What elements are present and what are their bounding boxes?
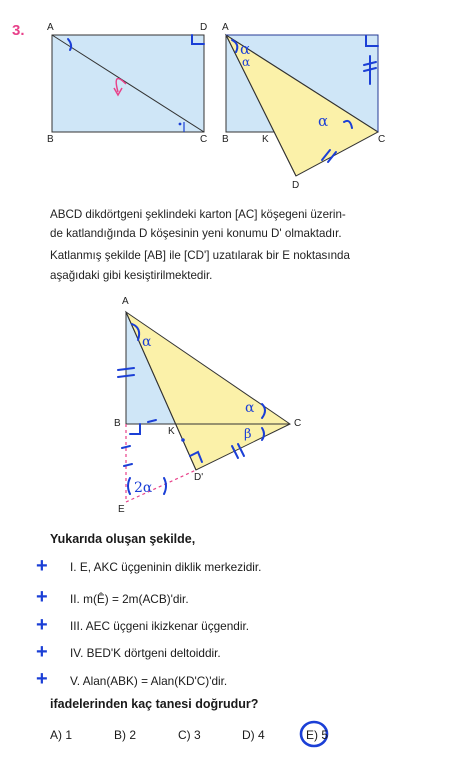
angle-alpha-mark-2: α [242,55,251,69]
double-alpha-mark: 2α [134,480,153,496]
fig1-label-d: D [200,22,208,33]
angle-alpha-mark-1: α [240,40,251,58]
paragraph-line-4: aşağıdaki gibi kesiştirilmektedir. [50,269,213,282]
statement-3-text: AEC üçgeni ikizkenar üçgendir. [85,619,250,633]
angle-alpha-mark-4: α [142,334,152,350]
statement-1 [70,560,261,574]
angle-alpha-mark-5: α [245,400,255,416]
figure-2 [226,35,378,176]
fig2-label-c: C [378,134,386,145]
fig3-label-b: B [114,418,121,429]
check-mark-icon: + [36,641,48,663]
figure-3 [118,312,290,502]
paragraph-line-3: Katlanmış şekilde [AB] ile [CD'] uzatılarak bir E noktasında [50,249,350,262]
fig3-label-a: A [122,296,129,307]
question-number: 3. [12,22,25,39]
figure-1 [52,35,204,132]
paragraph-line-1: ABCD dikdörtgeni şeklindeki karton [AC] köşegeni üzerin- [50,208,346,221]
check-mark-icon: + [36,586,48,608]
option-e[interactable]: E) 5 [306,728,329,742]
statement-4 [70,646,221,660]
statement-4-text: BED'K dörtgeni deltoiddir. [86,646,221,660]
angle-beta-mark: β [244,427,252,442]
fig2-label-b: B [222,134,229,145]
statement-3 [70,619,249,633]
option-c[interactable]: C) 3 [178,728,201,742]
fig3-label-k: K [168,426,175,437]
fig1-label-a: A [47,22,54,33]
fig3-label-c: C [294,418,302,429]
question-text: ifadelerinden kaç tanesi doğrudur? [50,697,259,711]
fig2-label-a: A [222,22,229,33]
fig1-label-c: C [200,134,208,145]
statements-heading: Yukarıda oluşan şekilde, [50,532,196,546]
fig2-label-k: K [262,134,269,145]
statement-5-text: Alan(ABK) = Alan(KD'C)'dir. [82,674,228,688]
option-b[interactable]: B) 2 [114,728,137,742]
paragraph-line-2: de katlandığında D köşesinin yeni konumu D' olmaktadır. [50,227,342,240]
fig3-label-e: E [118,504,125,515]
angle-alpha-mark-3: α [318,112,329,130]
statement-1-text: E, AKC üçgeninin diklik merkezidir. [79,560,262,574]
statement-1-number: I. [70,560,77,574]
statement-2-text: m(Ê) = 2m(ACB)'dir. [83,592,189,606]
check-mark-icon: + [36,555,48,577]
check-mark-icon: + [36,668,48,690]
option-d[interactable]: D) 4 [242,728,265,742]
statement-2-number: II. [70,592,80,606]
statement-3-number: III. [70,619,84,633]
fig3-label-d-prime: D' [194,472,204,483]
statement-2 [70,592,189,606]
option-a[interactable]: A) 1 [50,728,73,742]
statement-5-number: V. [70,674,81,688]
fig1-label-b: B [47,134,54,145]
fig2-label-d: D [292,180,300,191]
statement-5 [70,674,227,688]
statement-4-number: IV. [70,646,84,660]
check-mark-icon: + [36,614,48,636]
